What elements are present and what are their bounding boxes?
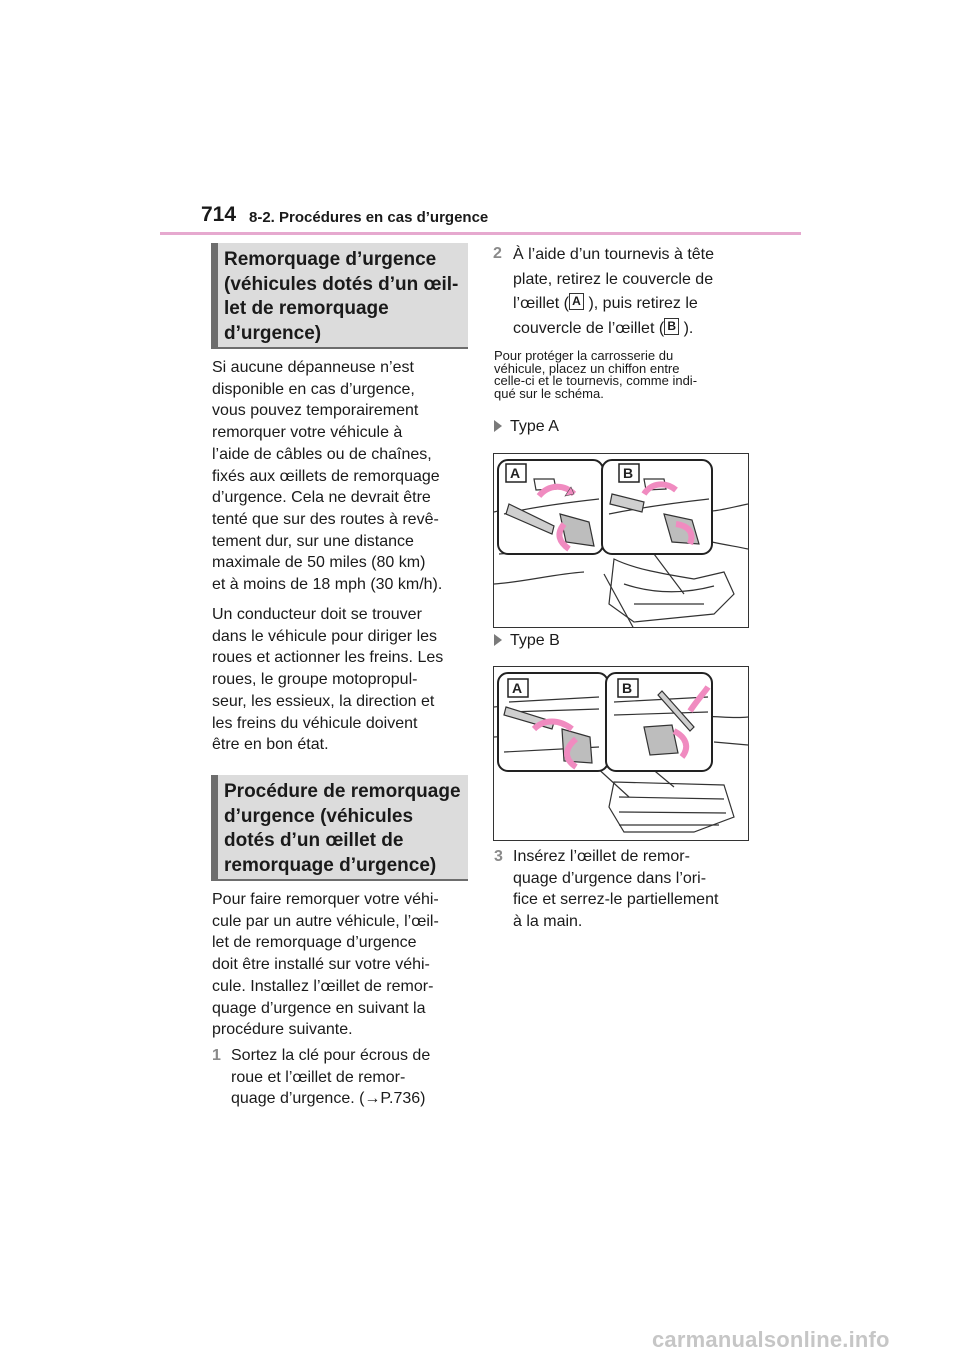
figure-type-b <box>493 666 749 841</box>
heading-line: dotés d’un œillet de <box>224 830 404 851</box>
text-line: Si aucune dépanneuse n’est <box>212 359 414 376</box>
heading-line: (véhicules dotés d’un œil- <box>224 273 459 295</box>
text-line: quage d’urgence en suivant la <box>212 999 426 1017</box>
heading-towing-procedure <box>211 775 468 881</box>
text-line: roues et actionner les freins. Les <box>212 649 444 667</box>
fig-a-label-b: B <box>623 465 634 481</box>
text-line: doit être installé sur votre véhi- <box>212 956 430 974</box>
text-line: à la main. <box>513 913 583 931</box>
text-line: Pour protéger la carrosserie du <box>494 348 674 363</box>
heading-line: d’urgence (véhicules <box>224 805 414 827</box>
section-title: 8-2. Procédures en cas d’urgence <box>249 209 489 226</box>
text-line: À l’aide d’un tournevis à tête <box>513 246 715 263</box>
text-line: roue et l’œillet de remor- <box>231 1068 406 1086</box>
triangle-bullet-icon <box>494 634 502 646</box>
paragraph-intro <box>212 357 442 596</box>
text-line <box>513 317 714 342</box>
text-line: quage d’urgence. (→P.736) <box>231 1090 426 1108</box>
text-line: cule. Installez l’œillet de remor- <box>212 977 434 995</box>
text-line: maximale de 50 miles (80 km) <box>212 554 426 572</box>
step-1-text <box>231 1045 430 1110</box>
heading-line: remorquage d’urgence) <box>224 854 437 876</box>
text-line: seur, les essieux, la direction et <box>212 692 435 710</box>
text-line: let de remorquage d’urgence <box>212 934 417 952</box>
text-line: vous pouvez temporairement <box>212 402 419 420</box>
text-line: véhicule, placez un chiffon entre <box>494 360 680 376</box>
text-fragment: ), puis retirez le <box>584 295 698 312</box>
fig-a-label-a: A <box>510 465 521 481</box>
text-line: les freins du véhicule doivent <box>212 714 418 732</box>
text-fragment: couvercle de l’œillet ( <box>513 319 665 337</box>
heading-line: let de remorquage <box>224 298 389 319</box>
step-2-text <box>513 243 714 341</box>
triangle-bullet-icon <box>494 420 502 432</box>
step-1-number: 1 <box>212 1047 221 1064</box>
header-rule <box>160 232 801 235</box>
text-line: remorquer votre véhicule à <box>212 424 403 442</box>
paragraph-driver <box>212 604 443 756</box>
label-b-box: B <box>664 318 679 335</box>
text-line: Un conducteur doit se trouver <box>212 606 422 623</box>
heading-line: d’urgence) <box>224 322 322 344</box>
fig-b-label-b: B <box>622 680 633 696</box>
text-line: procédure suivante. <box>212 1021 353 1039</box>
text-line: cule par un autre véhicule, l’œil- <box>212 912 439 930</box>
text-line: tenté que sur des routes à revê- <box>212 510 439 528</box>
page-number: 714 <box>201 203 237 226</box>
text-line: quage d’urgence dans l’ori- <box>513 869 707 887</box>
text-line <box>513 292 714 317</box>
heading-line: Procédure de remorquage <box>224 781 461 802</box>
heading-line: Remorquage d’urgence <box>224 249 437 270</box>
text-line: Sortez la clé pour écrous de <box>231 1047 431 1064</box>
text-line: Insérez l’œillet de remor- <box>513 848 690 865</box>
text-line: fice et serrez-le partiellement <box>513 891 719 909</box>
text-line: d’urgence. Cela ne devrait être <box>212 489 431 507</box>
text-line: celle-ci et le tournevis, comme indi- <box>494 373 698 389</box>
text-line: fixés aux œillets de remorquage <box>212 467 440 485</box>
protection-note <box>494 350 697 400</box>
text-line: roues, le groupe motopropul- <box>212 671 418 689</box>
text-line: être en bon état. <box>212 736 329 754</box>
label-a-box: A <box>569 293 584 310</box>
text-line: qué sur le schéma. <box>494 385 604 401</box>
paragraph-procedure <box>212 889 439 1041</box>
type-a-label <box>494 418 559 436</box>
heading-emergency-towing <box>211 243 468 349</box>
text-fragment: l’œillet ( <box>513 295 569 312</box>
step-3-number: 3 <box>494 848 503 865</box>
figure-type-a <box>493 453 749 628</box>
text-line: dans le véhicule pour diriger les <box>212 627 438 645</box>
step-2-number: 2 <box>493 245 502 262</box>
fig-b-label-a: A <box>512 680 523 696</box>
text-line: plate, retirez le couvercle de <box>513 270 714 288</box>
text-line: Pour faire remorquer votre véhi- <box>212 891 439 908</box>
text-line: et à moins de 18 mph (30 km/h). <box>212 576 443 594</box>
step-3-text <box>513 846 718 933</box>
text-fragment: Type B <box>510 632 560 649</box>
text-fragment: Type A <box>510 418 559 435</box>
text-line: tement dur, sur une distance <box>212 532 414 550</box>
text-line: l’aide de câbles ou de chaînes, <box>212 445 432 463</box>
watermark: carmanualsonline.info <box>652 1327 890 1352</box>
text-fragment: ). <box>679 319 694 337</box>
text-line: disponible en cas d’urgence, <box>212 380 415 398</box>
type-b-label <box>494 632 560 650</box>
